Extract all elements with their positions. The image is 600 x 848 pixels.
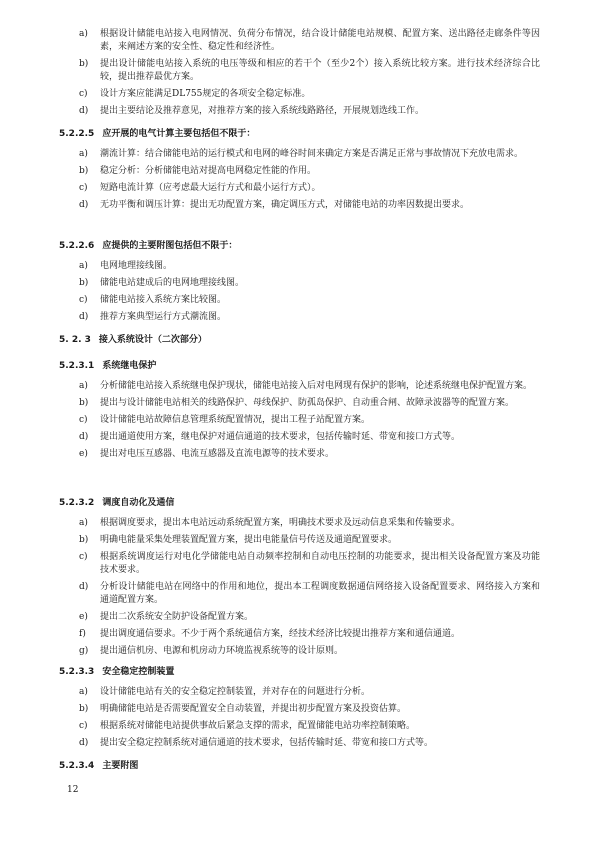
list-marker: b): [79, 278, 89, 288]
list-item: [0, 720, 540, 733]
list-item-text: 根据系统调度运行对电化学储能电站自动频率控制和自动电压控制的功能要求，提出相关设备配置方案及功能技术要求。: [100, 552, 540, 575]
list-item: [0, 686, 540, 699]
heading-number: 5.2.2.6: [59, 241, 95, 251]
list-marker: g): [79, 646, 89, 656]
list-marker: b): [79, 398, 89, 408]
list-item-text: 明确电能量采集处理装置配置方案，提出电能量信号传送及通道配置要求。: [100, 535, 398, 545]
list-item: [0, 28, 540, 54]
list-item: [0, 611, 540, 624]
list-item-text: 储能电站建成后的电网地理接线图。: [100, 278, 245, 288]
heading-number: 5.2.3.2: [59, 498, 95, 508]
list-item-text: 提出对电压互感器、电流互感器及直流电源等的技术要求。: [100, 449, 335, 459]
list-item: [0, 534, 540, 547]
list-item: [0, 628, 540, 641]
list-item: [0, 397, 540, 410]
list-marker: f): [79, 629, 86, 639]
heading-text: 主要附图: [102, 761, 139, 771]
heading-text: 系统继电保护: [102, 361, 157, 371]
heading-5-2-3-2: [59, 497, 174, 510]
list-marker: c): [79, 89, 88, 99]
heading-5-2-3-4: [59, 760, 138, 773]
list-item-text: 稳定分析：分析储能电站对提高电网稳定性能的作用。: [100, 166, 317, 176]
list-marker: d): [79, 738, 89, 748]
heading-5-2-3-3: [59, 666, 174, 679]
list-marker: d): [79, 582, 89, 592]
heading-number: 5. 2. 3: [59, 335, 91, 345]
list-item: [0, 517, 540, 530]
list-marker: b): [79, 166, 89, 176]
list-block-1: [0, 28, 600, 122]
list-item-text: 提出安全稳定控制系统对通信通道的技术要求，包括传输时延、带宽和接口方式等。: [100, 738, 434, 748]
list-item-text: 储能电站接入系统方案比较图。: [100, 295, 227, 305]
list-item: [0, 148, 540, 161]
list-item-text: 根据系统对储能电站提供事故后紧急支撑的需求，配置储能电站功率控制策略。: [100, 721, 416, 731]
list-item: [0, 260, 540, 273]
heading-5-2-2-5: [59, 128, 255, 141]
list-marker: d): [79, 200, 89, 210]
list-marker: d): [79, 432, 89, 442]
list-item-text: 提出设计储能电站接入系统的电压等级和相应的若干个（至少2个）接入系统比较方案。进行技术经济综合比较，提出推荐最优方案。: [100, 59, 540, 82]
list-item-text: 提出通信机房、电源和机房动力环境监视系统等的设计原则。: [100, 646, 344, 656]
list-item: [0, 737, 540, 750]
list-item-text: 根据调度要求，提出本电站远动系统配置方案，明确技术要求及远动信息采集和传输要求。: [100, 518, 461, 528]
list-item: [0, 182, 540, 195]
list-item-text: 分析设计储能电站在网络中的作用和地位，提出本工程调度数据通信网络接入设备配置要求、网络接入方案和通道配置方案。: [100, 582, 540, 605]
list-marker: a): [79, 29, 88, 39]
list-marker: c): [79, 295, 88, 305]
list-item-text: 提出调度通信要求。不少于两个系统通信方案，经技术经济比较提出推荐方案和通信通道。: [100, 629, 461, 639]
list-marker: a): [79, 261, 88, 271]
heading-5-2-3-1: [59, 360, 156, 373]
list-marker: e): [79, 449, 88, 459]
list-item-text: 提出与设计储能电站相关的线路保护、母线保护、防孤岛保护、自动重合闸、故障录波器等的配置方案。: [100, 398, 515, 408]
list-item: [0, 431, 540, 444]
list-item-text: 提出主要结论及推荐意见，对推荐方案的接入系统线路路径，开展规划选线工作。: [100, 106, 425, 116]
list-block-6: [0, 686, 600, 754]
list-block-3: [0, 260, 600, 328]
list-marker: b): [79, 535, 89, 545]
list-marker: d): [79, 312, 89, 322]
heading-text: 安全稳定控制装置: [102, 667, 175, 677]
list-item: [0, 311, 540, 324]
list-marker: a): [79, 149, 88, 159]
heading-text: 接入系统设计（二次部分）: [98, 335, 207, 345]
list-marker: a): [79, 518, 88, 528]
list-marker: d): [79, 106, 89, 116]
list-item-text: 无功平衡和调压计算：提出无功配置方案，确定调压方式，对储能电站的功率因数提出要求。: [100, 200, 470, 210]
list-item-text: 明确储能电站是否需要配置安全自动装置，并提出初步配置方案及投资估算。: [100, 704, 407, 714]
list-marker: c): [79, 415, 88, 425]
list-marker: b): [79, 704, 89, 714]
list-item: [0, 703, 540, 716]
list-marker: c): [79, 183, 88, 193]
list-item: [0, 645, 540, 658]
list-item-text: 电网地理接线图。: [100, 261, 173, 271]
list-item-text: 设计方案应能满足DL755规定的各项安全稳定标准。: [100, 89, 311, 99]
heading-text: 调度自动化及通信: [102, 498, 175, 508]
list-block-5: [0, 517, 600, 662]
list-marker: c): [79, 721, 88, 731]
list-item: [0, 581, 540, 607]
list-item-text: 推荐方案典型运行方式潮流图。: [100, 312, 227, 322]
list-item: [0, 414, 540, 427]
page-number: 12: [67, 785, 79, 795]
list-item: [0, 448, 540, 461]
list-item: [0, 294, 540, 307]
heading-text: 应开展的电气计算主要包括但不限于：: [102, 129, 256, 139]
list-item-text: 分析储能电站接入系统继电保护现状，储能电站接入后对电网现有保护的影响，论述系统继电保护配置方案。: [100, 381, 533, 391]
heading-number: 5.2.3.4: [59, 761, 95, 771]
list-item-text: 提出二次系统安全防护设备配置方案。: [100, 612, 254, 622]
list-item: [0, 105, 540, 118]
list-item: [0, 165, 540, 178]
heading-number: 5.2.2.5: [59, 129, 95, 139]
list-item: [0, 551, 540, 577]
list-marker: c): [79, 552, 88, 562]
list-item-text: 短路电流计算（应考虑最大运行方式和最小运行方式）。: [100, 183, 321, 193]
list-block-2: [0, 148, 600, 216]
list-item-text: 设计储能电站有关的安全稳定控制装置，并对存在的问题进行分析。: [100, 687, 371, 697]
heading-text: 应提供的主要附图包括但不限于：: [102, 241, 238, 251]
list-item-text: 设计储能电站故障信息管理系统配置情况，提出工程子站配置方案。: [100, 415, 371, 425]
list-item: [0, 88, 540, 101]
list-item: [0, 380, 540, 393]
list-marker: b): [79, 59, 89, 69]
list-marker: a): [79, 381, 88, 391]
list-marker: a): [79, 687, 88, 697]
list-item: [0, 199, 540, 212]
list-item-text: 提出通道使用方案，继电保护对通信通道的技术要求，包括传输时延、带宽和接口方式等。: [100, 432, 461, 442]
list-item-text: 潮流计算：结合储能电站的运行模式和电网的峰谷时间来确定方案是否满足正常与事故情况下充放电需求。: [100, 149, 524, 159]
heading-number: 5.2.3.1: [59, 361, 95, 371]
list-item: [0, 277, 540, 290]
list-marker: e): [79, 612, 88, 622]
list-item-text: 根据设计储能电站接入电网情况、负荷分布情况，结合设计储能电站规模、配置方案、送出路径走廊条件等因素，来阐述方案的安全性、稳定性和经济性。: [100, 29, 540, 52]
list-item: [0, 58, 540, 84]
heading-5-2-3: [59, 334, 207, 347]
heading-5-2-2-6: [59, 240, 237, 253]
list-block-4: [0, 380, 600, 465]
heading-number: 5.2.3.3: [59, 667, 95, 677]
